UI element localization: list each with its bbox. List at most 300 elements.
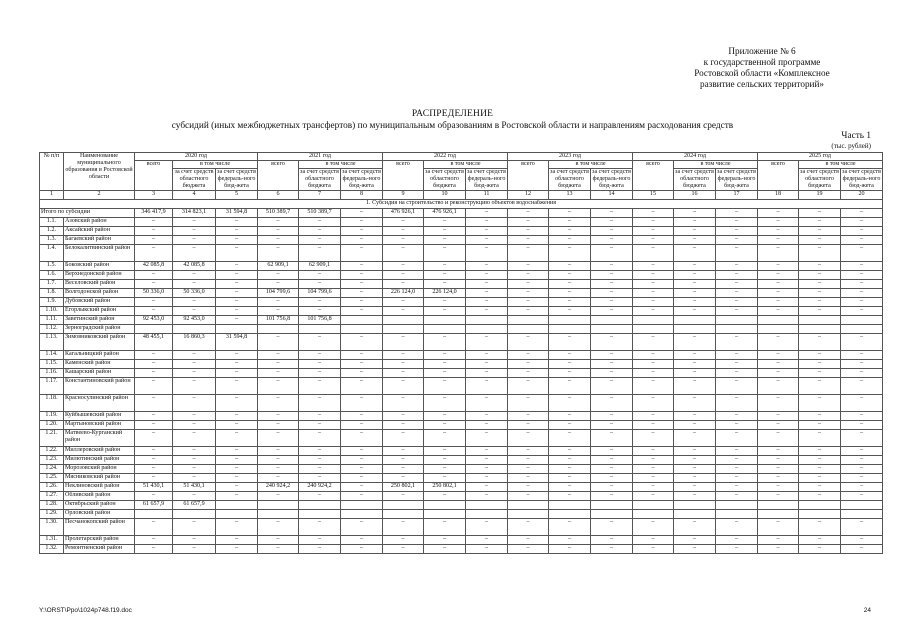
row-number: 1.4. [40,245,64,262]
row-value: – [383,421,424,430]
row-name: Милютинский район [64,456,135,465]
row-value: – [591,218,633,227]
row-name: Мартыновский район [64,421,135,430]
row-value [549,501,591,510]
row-value: – [758,271,799,280]
row-value: – [299,334,341,351]
row-number: 1.16. [40,369,64,378]
table-row [40,492,883,501]
row-value: – [549,378,591,395]
header-regional: за счет средств областного бюджета [675,169,714,189]
row-value: – [216,351,258,360]
row-value: – [299,536,341,545]
row-value: – [716,421,758,430]
row-value [424,510,466,519]
table-row [40,501,883,510]
row-value: – [216,369,258,378]
row-value: – [299,298,341,307]
row-value: – [758,456,799,465]
row-value: – [173,218,216,227]
row-value [841,510,883,519]
row-value: – [758,474,799,483]
row-value: – [299,519,341,536]
row-value: – [758,492,799,501]
header-regional: за счет средств областного бюджета [550,169,589,189]
row-value: – [341,227,383,236]
row-value [716,316,758,325]
row-value: – [299,474,341,483]
row-value: – [674,360,716,369]
row-value: – [591,421,633,430]
row-value: – [508,545,549,554]
row-value: – [383,218,424,227]
row-value: – [549,492,591,501]
row-value [341,510,383,519]
row-name: Волгодонской район [64,289,135,298]
row-name: Аксайский район [64,227,135,236]
row-value: – [341,289,383,298]
row-value: – [841,519,883,536]
row-value: – [135,447,173,456]
row-value: – [799,262,841,271]
row-value: – [173,307,216,316]
row-value [424,325,466,334]
row-value: – [258,492,299,501]
row-value: – [841,209,883,218]
header-year: 2024 год [633,153,758,161]
row-value: – [633,483,674,492]
row-value: – [674,465,716,474]
row-value: – [674,334,716,351]
row-number: 1.17. [40,378,64,395]
row-value: – [341,545,383,554]
row-value: – [258,474,299,483]
row-value: – [549,298,591,307]
row-value: 250 802,1 [424,483,466,492]
row-value: – [216,262,258,271]
row-value: – [758,289,799,298]
row-value: – [674,369,716,378]
row-value: 346 417,9 [135,209,173,218]
row-value: – [299,545,341,554]
table-row [40,262,883,271]
row-value: – [299,280,341,289]
row-value: – [674,307,716,316]
header-federal: за счет средств федераль-ного бюд-жета [467,169,506,189]
row-value: – [383,369,424,378]
row-name: Белокалитвинский район [64,245,135,262]
row-value: – [383,271,424,280]
row-value: – [216,289,258,298]
row-value: – [135,421,173,430]
column-number: 13 [549,191,591,200]
row-number: 1.30. [40,519,64,536]
row-value: – [716,262,758,271]
appendix-line: к государственной программе [703,57,821,67]
row-value: – [508,483,549,492]
row-value: – [841,280,883,289]
row-value: – [466,465,508,474]
header-total: всего [135,161,173,191]
row-value: – [383,492,424,501]
row-value: – [841,360,883,369]
column-numbers-row [40,191,883,200]
row-value: – [674,456,716,465]
row-value: – [135,298,173,307]
row-value: – [173,378,216,395]
row-value [508,325,549,334]
row-value: – [173,298,216,307]
row-name: Пролетарский район [64,536,135,545]
row-value: – [799,298,841,307]
row-value: – [135,519,173,536]
row-value: – [341,218,383,227]
row-value: – [466,536,508,545]
row-value: – [591,430,633,447]
row-value: – [549,483,591,492]
row-value: – [674,289,716,298]
row-value: – [716,236,758,245]
row-value: – [341,298,383,307]
row-value: – [299,378,341,395]
row-value: – [508,209,549,218]
row-name: Кагальницкий район [64,351,135,360]
row-value: – [135,492,173,501]
row-value: – [841,351,883,360]
row-value: – [216,519,258,536]
row-number: 1.22. [40,447,64,456]
row-value: – [173,227,216,236]
column-number: 14 [591,191,633,200]
row-value: – [341,262,383,271]
row-value: – [341,378,383,395]
row-value: – [508,289,549,298]
row-value: – [341,536,383,545]
row-value: – [135,536,173,545]
table-row [40,334,883,351]
row-value [508,316,549,325]
row-value: – [549,334,591,351]
row-value: – [383,474,424,483]
row-value [674,325,716,334]
row-value: – [466,378,508,395]
header-regional: за счет средств областного бюджета [300,169,339,189]
row-value: – [716,456,758,465]
row-value: – [466,430,508,447]
row-value: 42 085,8 [173,262,216,271]
row-value: – [466,351,508,360]
row-value: – [841,227,883,236]
row-value: – [466,369,508,378]
row-value: – [135,236,173,245]
row-value: – [341,209,383,218]
column-number: 20 [841,191,883,200]
row-value: – [216,545,258,554]
row-value: – [216,307,258,316]
row-value [135,325,173,334]
row-value: – [716,545,758,554]
table-row [40,271,883,280]
row-value: – [258,395,299,412]
row-value: – [591,456,633,465]
row-value: – [841,378,883,395]
header-federal: за счет средств федераль-ного бюд-жета [717,169,756,189]
row-value: 61 657,9 [173,501,216,510]
row-value: – [466,545,508,554]
row-value: – [758,378,799,395]
row-value: – [716,209,758,218]
row-value: – [508,360,549,369]
row-value: – [716,395,758,412]
row-name: Ремонтненский район [64,545,135,554]
row-value: – [258,412,299,421]
row-value: – [173,447,216,456]
row-value: – [216,236,258,245]
row-value: – [674,545,716,554]
row-name: Каменский район [64,360,135,369]
row-value: – [173,351,216,360]
row-value: – [716,298,758,307]
row-value: – [466,447,508,456]
row-value: – [633,378,674,395]
row-number: 1.11. [40,316,64,325]
document-subtitle: субсидий (иных межбюджетных трансфертов) по муниципальным образованиям в Ростовской области и направлениям расходования средств [171,121,734,131]
row-value: – [591,289,633,298]
row-value: – [383,465,424,474]
row-number: 1.28. [40,501,64,510]
row-value: – [591,545,633,554]
row-value: 92 453,0 [135,316,173,325]
row-value: – [341,245,383,262]
row-value [758,501,799,510]
row-value: – [173,492,216,501]
row-value: – [758,245,799,262]
row-value: – [591,536,633,545]
row-value: – [549,519,591,536]
row-value: – [758,369,799,378]
table-row [40,227,883,236]
row-value: – [299,492,341,501]
row-value: 51 430,1 [135,483,173,492]
row-value: – [633,245,674,262]
row-value: – [424,298,466,307]
row-value: – [758,227,799,236]
row-value: – [841,289,883,298]
row-value: – [633,536,674,545]
row-value [383,510,424,519]
row-value: – [758,465,799,474]
row-value: – [841,369,883,378]
row-value: – [549,430,591,447]
row-value: – [674,218,716,227]
row-value: – [424,351,466,360]
row-value [799,510,841,519]
row-number: 1.7. [40,280,64,289]
row-value: – [674,483,716,492]
row-value: – [633,447,674,456]
row-value: – [674,271,716,280]
page-number: 24 [863,607,871,614]
row-value: – [841,430,883,447]
row-value: – [216,483,258,492]
row-value: – [135,280,173,289]
row-value: – [549,218,591,227]
row-value: – [341,465,383,474]
row-value: – [674,447,716,456]
row-name: Константиновский район [64,378,135,395]
appendix-line: Приложение № 6 [728,46,796,56]
row-value: – [341,519,383,536]
table-row [40,430,883,447]
row-value: 226 124,0 [383,289,424,298]
row-number: 1.27. [40,492,64,501]
row-value: – [383,378,424,395]
row-value: – [799,360,841,369]
row-value: 510 389,7 [258,209,299,218]
row-name: Заветинский район [64,316,135,325]
row-value: – [424,395,466,412]
appendix-block [667,46,857,90]
row-value: 476 926,1 [383,209,424,218]
row-value: – [799,430,841,447]
header-year: 2020 год [135,153,258,161]
row-value: – [299,395,341,412]
row-number: 1.31. [40,536,64,545]
row-value: – [591,271,633,280]
row-value: – [799,519,841,536]
row-value [716,501,758,510]
row-value: – [758,351,799,360]
row-value: – [383,227,424,236]
row-value: – [173,236,216,245]
row-value: – [799,280,841,289]
row-value: – [758,280,799,289]
row-value: – [799,412,841,421]
row-value: – [216,271,258,280]
row-value: – [383,456,424,465]
row-value: – [173,369,216,378]
row-value: – [799,465,841,474]
row-value [549,510,591,519]
row-value: – [549,456,591,465]
row-value: – [173,456,216,465]
row-value: – [508,218,549,227]
row-value: – [758,262,799,271]
section-row [40,200,883,209]
row-value: – [591,360,633,369]
row-value: 250 802,1 [383,483,424,492]
row-value: – [341,307,383,316]
header-no: № п/п [40,153,64,191]
row-number: 1.29. [40,510,64,519]
row-value: – [841,262,883,271]
row-value: – [549,351,591,360]
row-value: – [674,492,716,501]
row-value: – [591,307,633,316]
row-value: – [258,465,299,474]
row-value: – [549,227,591,236]
row-value: – [341,360,383,369]
column-number: 15 [633,191,674,200]
header-year: 2022 год [383,153,508,161]
row-value: – [799,474,841,483]
row-value: 62 909,1 [299,262,341,271]
header-including: в том числе [549,161,633,169]
row-value [299,325,341,334]
row-value: – [424,378,466,395]
row-value: – [424,307,466,316]
row-value: – [258,456,299,465]
column-number: 11 [466,191,508,200]
row-value [216,501,258,510]
row-value: – [508,369,549,378]
row-value: – [299,236,341,245]
row-value: – [716,227,758,236]
row-value: – [841,465,883,474]
table-row [40,412,883,421]
row-value: – [466,412,508,421]
row-value: – [216,465,258,474]
row-name: Кашарский район [64,369,135,378]
row-value: – [466,298,508,307]
row-value: – [508,227,549,236]
row-name: Зимовниковский район [64,334,135,351]
row-value: – [466,289,508,298]
row-value: – [591,378,633,395]
row-value: – [135,412,173,421]
row-value: – [216,316,258,325]
row-value: – [383,360,424,369]
row-value: – [135,351,173,360]
row-value: – [549,447,591,456]
row-value: – [841,536,883,545]
row-value: – [591,227,633,236]
row-value: – [258,236,299,245]
row-value: – [258,307,299,316]
row-value: – [258,421,299,430]
row-value: – [424,334,466,351]
row-value [135,510,173,519]
row-value: – [424,360,466,369]
row-value [173,325,216,334]
row-value [799,501,841,510]
table-row [40,351,883,360]
row-value: – [299,369,341,378]
row-value: – [508,334,549,351]
table-row [40,465,883,474]
row-value: – [383,447,424,456]
column-number: 8 [341,191,383,200]
row-value: – [508,271,549,280]
row-name: Октябрьский район [64,501,135,510]
row-value: – [674,280,716,289]
row-value: – [383,298,424,307]
row-value: – [758,298,799,307]
row-number: 1.6. [40,271,64,280]
row-value: – [508,378,549,395]
row-value: – [508,351,549,360]
row-value [466,316,508,325]
row-value: – [591,395,633,412]
row-name: Песчанокопский район [64,519,135,536]
row-value: – [799,227,841,236]
column-number: 17 [716,191,758,200]
row-value: – [216,280,258,289]
table-row [40,245,883,262]
file-path-footer: Y:\ORST\Ppo\1024p748.f19.doc [39,607,132,614]
row-value: – [173,536,216,545]
header-year: 2023 год [508,153,633,161]
